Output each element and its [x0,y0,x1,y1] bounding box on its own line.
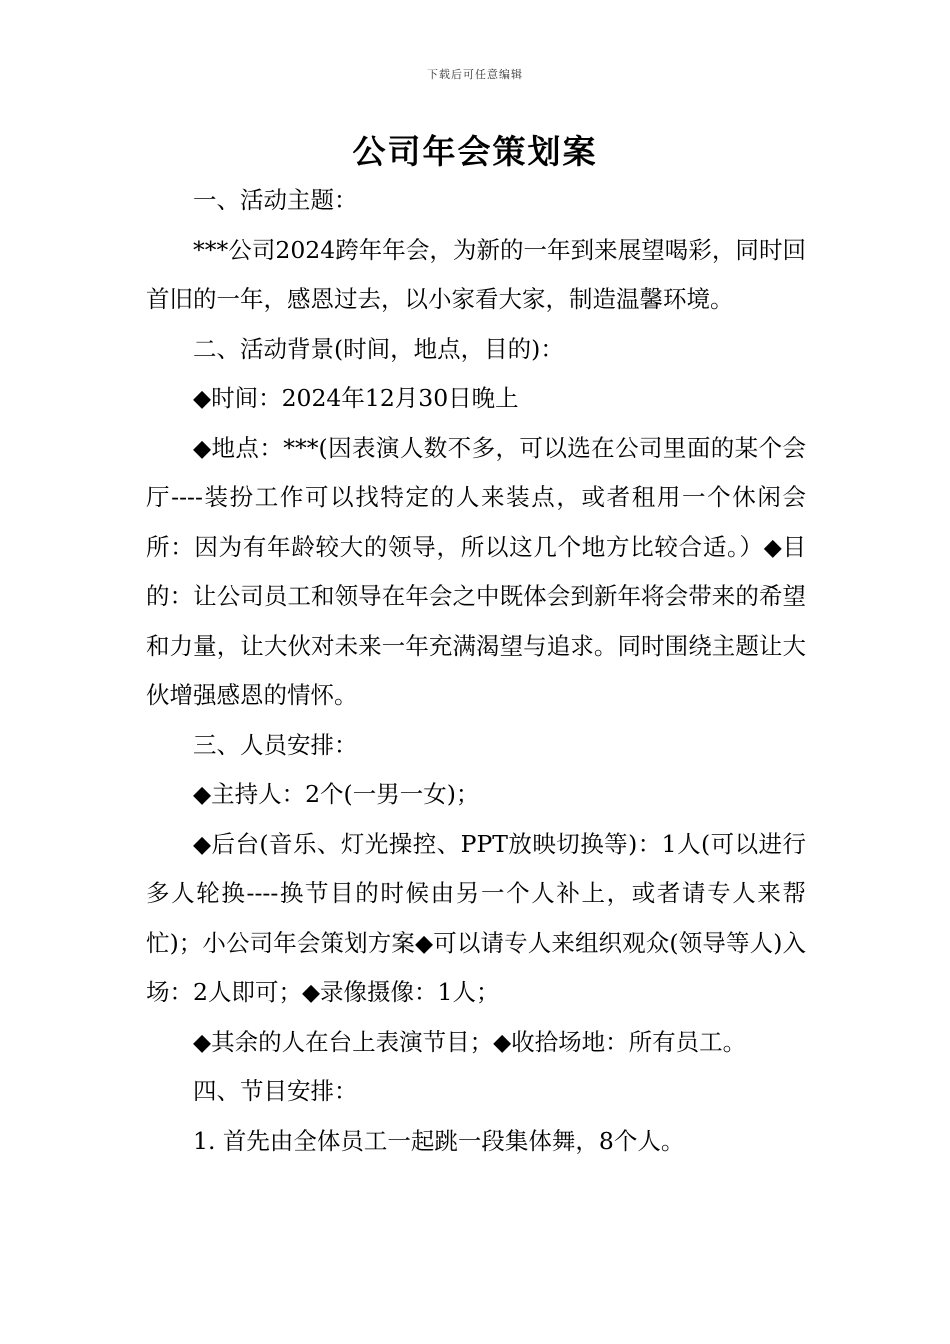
paragraph-program-1: 1. 首先由全体员工一起跳一段集体舞，8个人。 [193,1126,685,1155]
paragraph-host: ◆主持人：2个(一男一女)； [193,780,480,808]
paragraph-theme: ***公司2024跨年年会，为新的一年到来展望喝彩，同时回首旧的一年，感恩过去，以小家看大家，制造温馨环境。 [146,235,806,313]
paragraph-time: ◆时间：2024年12月30日晚上 [193,384,519,412]
section-heading-background: 二、活动背景(时间，地点，目的)： [193,334,564,363]
document-body [146,176,806,1166]
paragraph-backstage: ◆后台(音乐、灯光操控、PPT放映切换等)：1人(可以进行多人轮换----换节目的时候由另一个人补上，或者请专人来帮忙)；小公司年会策划方案◆可以请专人来组织观众(领导等人)入场：2人即可；◆录像摄像：1人； [146,829,806,1006]
section-heading-program: 四、节目安排： [193,1077,358,1105]
header-note: 下载后可任意编辑 [427,68,523,81]
paragraph-others: ◆其余的人在台上表演节目；◆收拾场地：所有员工。 [193,1027,747,1056]
paragraph-location-purpose: ◆地点：***(因表演人数不多，可以选在公司里面的某个会厅----装扮工作可以找特定的人来装点，或者租用一个休闲会所：因为有年龄较大的领导，所以这几个地方比较合适。）◆目的：让公司员工和领导在年会之中既体会到新年将会带来的希望和力量，让大伙对未来一年充满渴望与追求。同时围绕主题让大伙增强感恩的情怀。 [146,433,806,709]
document-title: 公司年会策划案 [352,132,598,171]
section-heading-staff: 三、人员安排： [193,730,358,759]
section-heading-theme: 一、活动主题： [193,186,358,214]
